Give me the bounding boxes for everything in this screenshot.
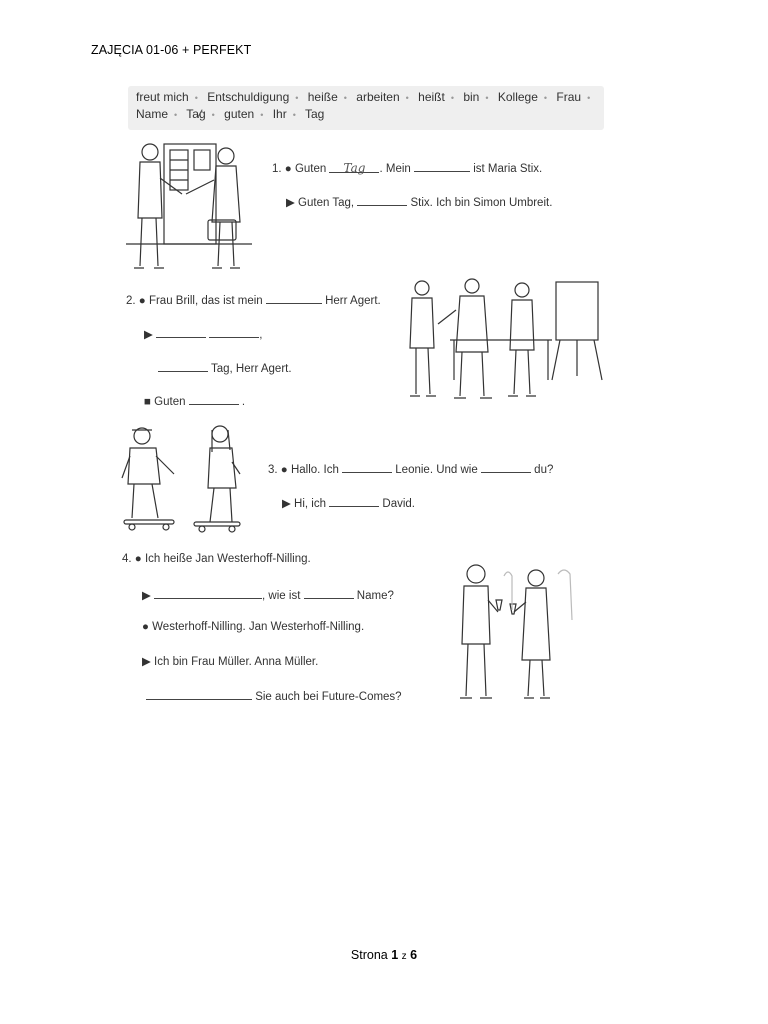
answer-blank[interactable]	[154, 587, 262, 599]
ex2-line-a: 2. ● Frau Brill, das ist mein Herr Agert.	[126, 292, 381, 307]
ex2-line-d: ■ Guten .	[144, 393, 245, 408]
word: bin	[463, 90, 480, 104]
ex2-line-b: ▶ ,	[144, 326, 262, 341]
text: Frau Brill, das ist mein	[148, 295, 263, 307]
ex3-number: 3.	[268, 464, 278, 476]
word: arbeiten	[356, 90, 400, 104]
word: Entschuldigung	[207, 90, 290, 104]
ex1-number: 1.	[272, 163, 282, 175]
word-crossed-out: Tag	[186, 107, 206, 121]
meeting-illustration	[400, 276, 608, 406]
ex4-line-b: ▶ , wie ist Name?	[142, 587, 394, 602]
answer-blank[interactable]	[189, 393, 239, 405]
answer-blank[interactable]	[329, 495, 379, 507]
ex3-line-b: ▶ Hi, ich David.	[282, 495, 415, 510]
word: Name	[136, 107, 169, 121]
text: Name?	[356, 590, 394, 602]
word-bank-line-1: freut mich • Entschuldigung • heiße • arbeiten • heißt • bin • Kollege • Frau •	[136, 90, 591, 104]
ex4-line-d: ▶ Ich bin Frau Müller. Anna Müller.	[142, 656, 319, 668]
text: Hallo. Ich	[290, 464, 339, 476]
page-footer	[0, 948, 768, 962]
answer-blank[interactable]	[342, 461, 392, 473]
word: Tag	[304, 107, 325, 121]
text: Guten Tag,	[298, 197, 355, 209]
answer-blank[interactable]	[329, 161, 379, 173]
ex3-line-a: 3. ● Hallo. Ich Leonie. Und wie du?	[268, 461, 553, 476]
footer-sep: z	[401, 951, 407, 962]
word: freut mich	[136, 90, 189, 104]
text: David.	[382, 498, 416, 510]
footer-label: Strona	[350, 948, 388, 962]
text: Guten	[294, 163, 327, 175]
page-header: ZAJĘCIA 01-06 + PERFEKT	[91, 43, 252, 57]
answer-blank[interactable]	[146, 688, 252, 700]
answer-blank[interactable]	[158, 360, 208, 372]
answer-blank[interactable]	[266, 292, 322, 304]
text: , wie ist	[262, 590, 301, 602]
text: Herr Agert.	[325, 295, 381, 307]
text: Guten	[154, 396, 186, 408]
answer-blank[interactable]	[357, 194, 407, 206]
word-bank	[128, 86, 604, 130]
text: ,	[259, 329, 263, 341]
text: Ich bin Frau Müller. Anna Müller.	[154, 656, 319, 668]
word: Kollege	[497, 90, 538, 104]
ex4-line-c: ● Westerhoff-Nilling. Jan Westerhoff-Nilling.	[142, 621, 365, 633]
text: Ich heiße Jan Westerhoff-Nilling.	[144, 553, 311, 565]
ex1-line-b: ▶ Guten Tag, Stix. Ich bin Simon Umbreit.	[286, 194, 552, 209]
skateboard-illustration	[120, 422, 250, 534]
answer-blank[interactable]	[414, 160, 470, 172]
ex4-line-a: 4. ● Ich heiße Jan Westerhoff-Nilling.	[122, 553, 311, 565]
ex2-number: 2.	[126, 295, 136, 307]
word: heiße	[307, 90, 338, 104]
answer-blank[interactable]	[156, 326, 206, 338]
text: .	[241, 396, 246, 408]
handwritten-answer: Tag	[343, 161, 366, 175]
answer-blank[interactable]	[481, 461, 531, 473]
text: Leonie. Und wie	[395, 464, 478, 476]
word: Ihr	[272, 107, 287, 121]
ex4-line-e	[146, 688, 402, 703]
answer-blank[interactable]	[304, 587, 354, 599]
word: heißt	[418, 90, 445, 104]
text: . Mein	[379, 163, 411, 175]
text: Stix. Ich bin Simon Umbreit.	[410, 197, 553, 209]
text: ist Maria Stix.	[473, 163, 543, 175]
answer-blank[interactable]	[209, 326, 259, 338]
word-bank-line-2: Name • Tag • guten • Ihr • Tag	[136, 107, 325, 121]
reception-illustration	[450, 560, 580, 704]
ex1-line-a: 1. ● Guten Tag . Mein ist Maria Stix.	[272, 161, 543, 175]
text: Tag, Herr Agert.	[211, 363, 292, 375]
text: Hi, ich	[294, 498, 326, 510]
word: guten	[224, 107, 255, 121]
handshake-illustration	[122, 138, 262, 286]
text: Sie auch bei Future-Comes?	[255, 691, 402, 703]
ex2-line-c	[158, 360, 292, 375]
text: Westerhoff-Nilling. Jan Westerhoff-Nilling.	[152, 621, 365, 633]
text: du?	[534, 464, 554, 476]
word: Frau	[556, 90, 582, 104]
page-number: 1	[391, 948, 399, 962]
ex4-number: 4.	[122, 553, 132, 565]
page-total: 6	[410, 948, 418, 962]
